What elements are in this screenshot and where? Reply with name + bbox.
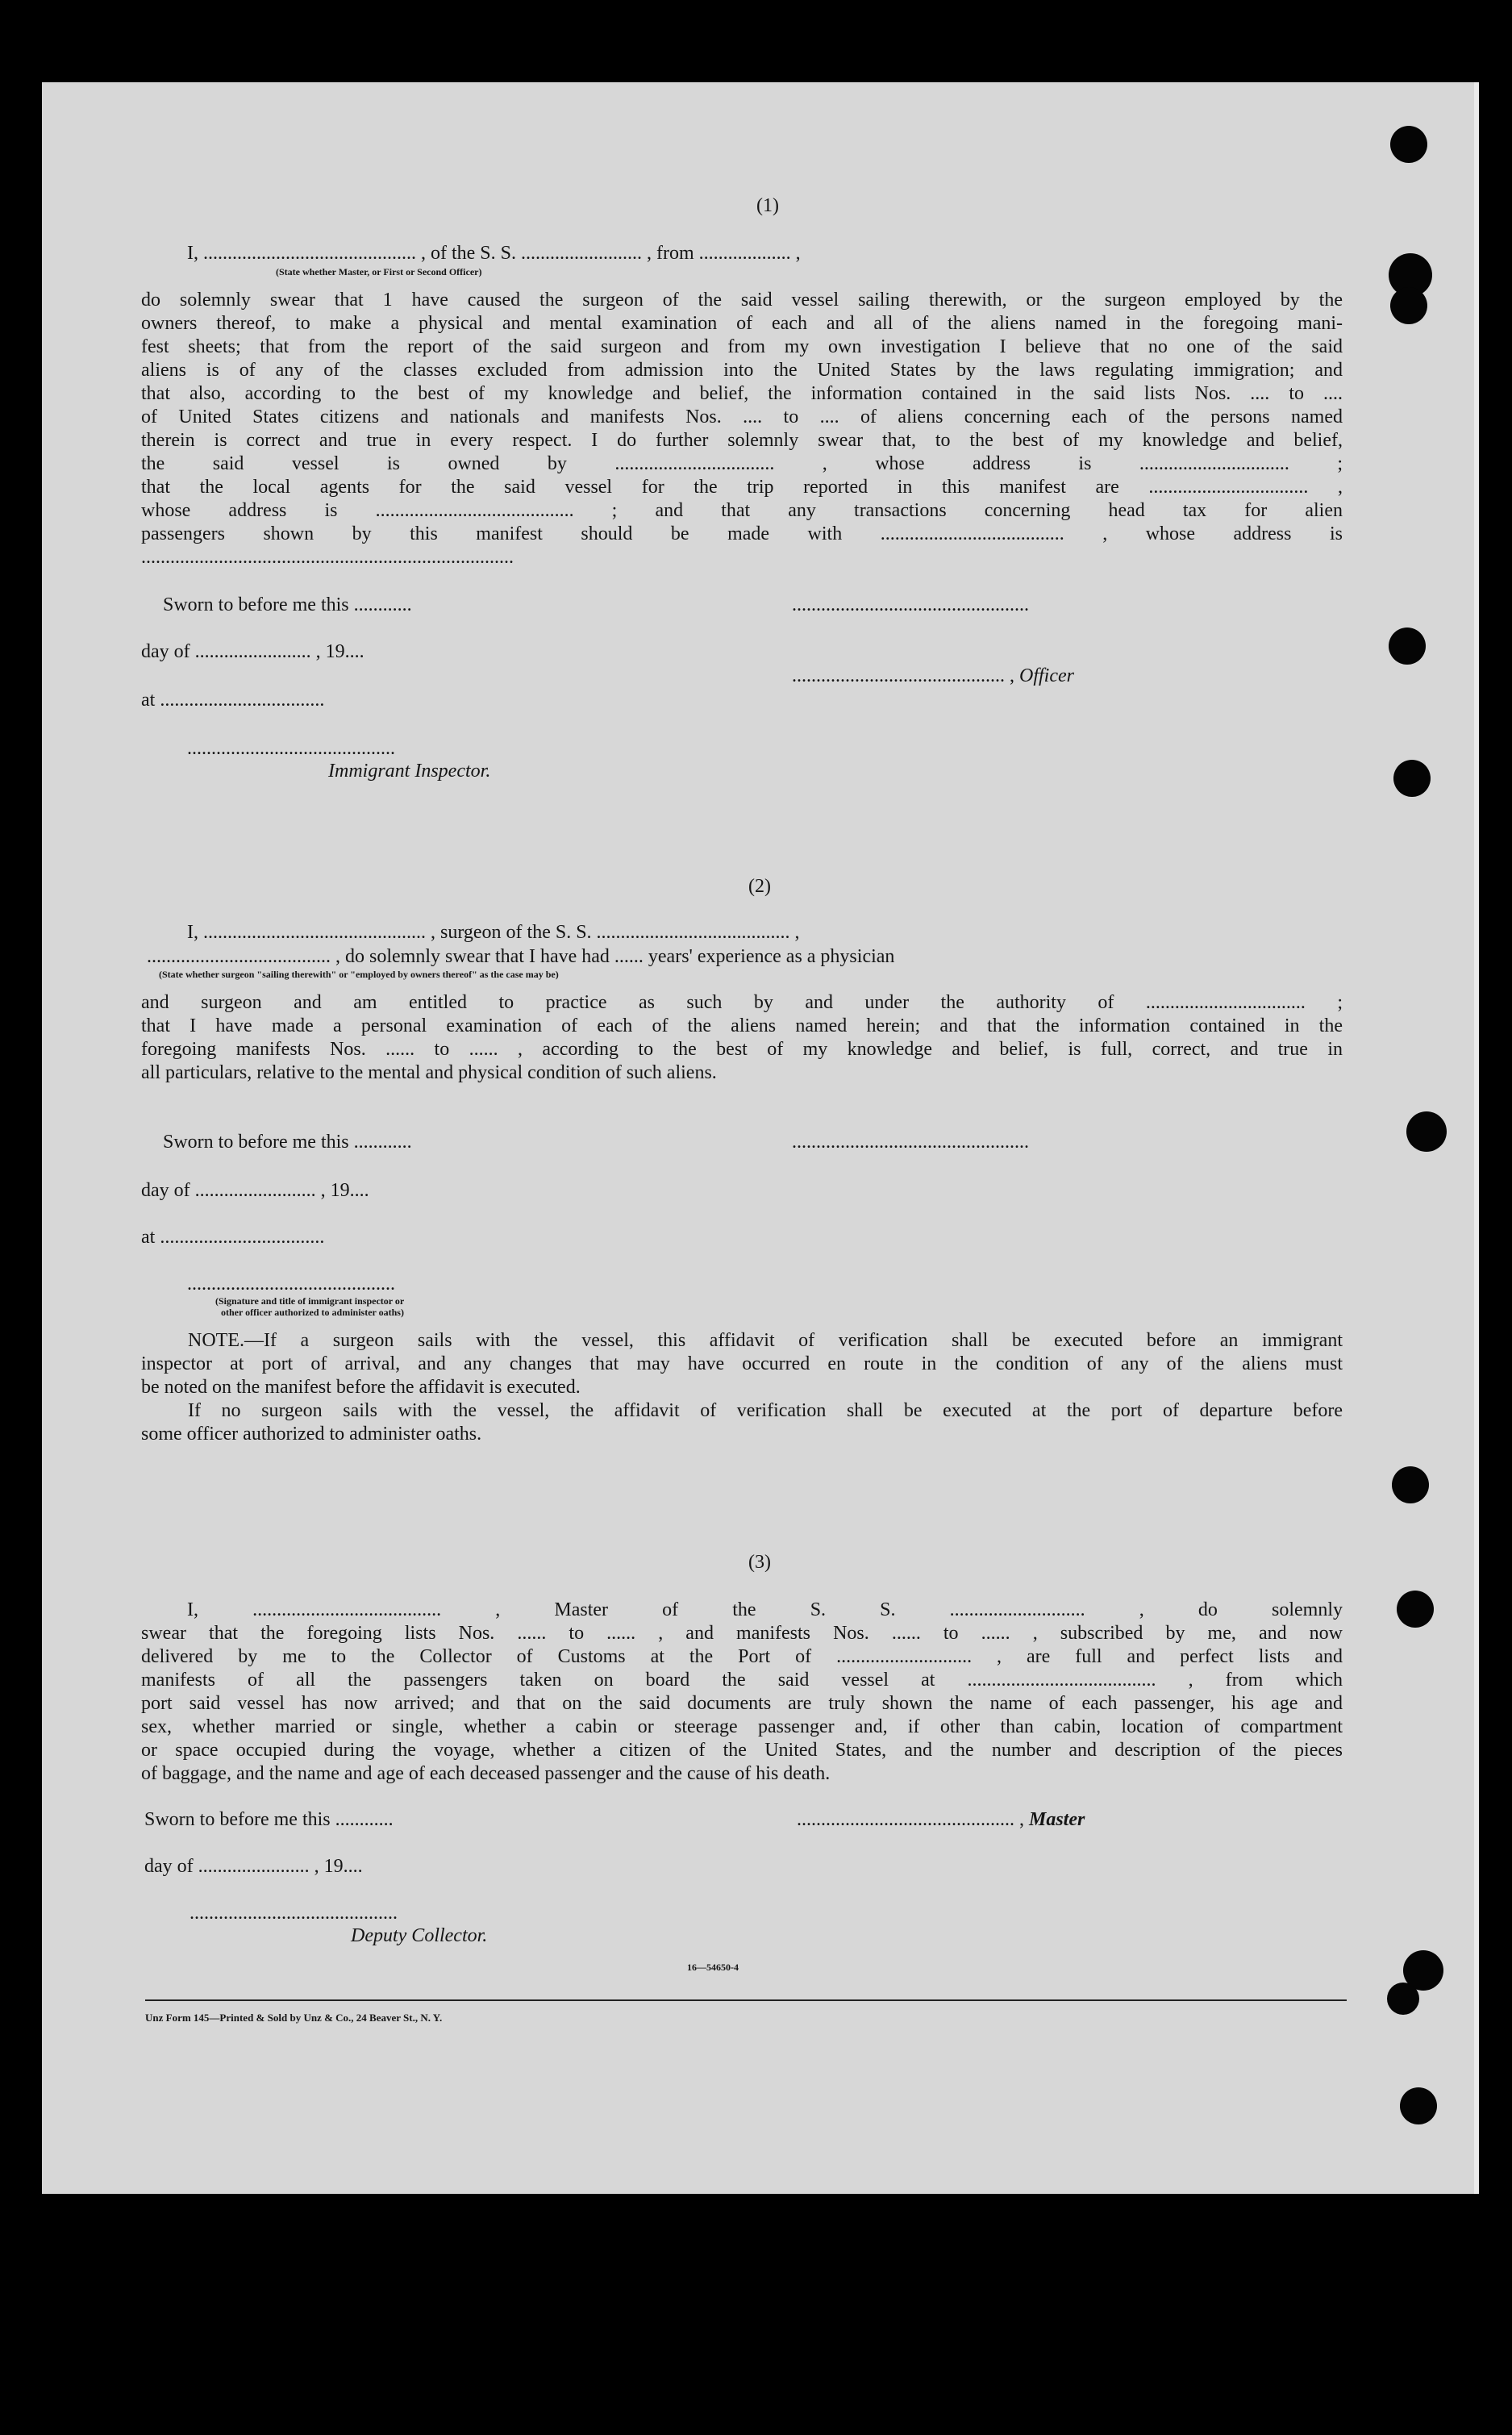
paragraph-line: inspector at port of arrival, and any changes that may have occurred en route in the condition of any of the aliens must bbox=[141, 1353, 1343, 1374]
paragraph-line: that also, according to the best of my knowledge and belief, the information contained in the said lists Nos. .... to .... bbox=[141, 383, 1343, 404]
paragraph-line: all particulars, relative to the mental and physical condition of such aliens. bbox=[141, 1062, 717, 1083]
paragraph-line: manifests of all the passengers taken on board the said vessel at ....................................... , from which bbox=[141, 1670, 1343, 1691]
paragraph-line: and surgeon and am entitled to practice as such by and under the authority of ................................. ; bbox=[141, 992, 1343, 1013]
section-number: (3) bbox=[748, 1552, 771, 1573]
paragraph-line: of baggage, and the name and age of each deceased passenger and the cause of his death. bbox=[141, 1763, 831, 1784]
paragraph-line: sex, whether married or single, whether a cabin or steerage passenger and, if other than cabin, location of compartment bbox=[141, 1716, 1343, 1737]
footer-rule bbox=[145, 1999, 1347, 2001]
officer-label: Officer bbox=[1019, 665, 1074, 686]
field-hint: (State whether Master, or First or Second Officer) bbox=[276, 266, 482, 277]
punch-hole bbox=[1397, 1591, 1434, 1628]
officer-line bbox=[792, 665, 1074, 688]
master-dots: ............................................. , bbox=[797, 1809, 1024, 1830]
paragraph-line: NOTE.—If a surgeon sails with the vessel, this affidavit of verification shall be executed before an immigrant bbox=[188, 1330, 1343, 1351]
collector-signature-line: ........................................... bbox=[190, 1903, 398, 1924]
sworn-line: Sworn to before me this ............ bbox=[163, 594, 412, 615]
punch-hole bbox=[1390, 287, 1427, 324]
paragraph-line: do solemnly swear that 1 have caused the surgeon of the said vessel sailing therewith, or the surgeon employed by the bbox=[141, 290, 1343, 311]
punch-hole bbox=[1387, 1983, 1419, 2015]
master-line: I, ....................................... , Master of the S. S. ............................ , do solemnly bbox=[187, 1599, 1343, 1620]
master-label: Master bbox=[1029, 1809, 1085, 1830]
form-code: 16—54650-4 bbox=[687, 1962, 739, 1973]
paragraph-line: fest sheets; that from the report of the said surgeon and from my own investigation I believe that no one of the said bbox=[141, 336, 1343, 357]
section-number: (2) bbox=[748, 876, 771, 897]
day-line: day of ......................... , 19.... bbox=[141, 1180, 369, 1201]
field-hint: (State whether surgeon "sailing therewith" or "employed by owners thereof" as the case may be) bbox=[159, 969, 559, 980]
sworn-line: Sworn to before me this ............ bbox=[144, 1809, 394, 1830]
at-line: at .................................. bbox=[141, 690, 325, 711]
paragraph-line: aliens is of any of the classes excluded from admission into the United States by the laws regulating immigration; and bbox=[141, 360, 1343, 381]
punch-hole bbox=[1389, 628, 1426, 665]
inspector-signature-line: ........................................... bbox=[187, 738, 395, 759]
paragraph-line: of United States citizens and nationals and manifests Nos. .... to .... of aliens concerning each of the persons named bbox=[141, 407, 1343, 427]
paragraph-line: If no surgeon sails with the vessel, the affidavit of verification shall be executed at the port of departure before bbox=[188, 1400, 1343, 1421]
surgeon-line: I, .............................................. , surgeon of the S. S. ........................................ , bbox=[187, 922, 800, 943]
collector-label: Deputy Collector. bbox=[351, 1925, 488, 1946]
signature-hint: (Signature and title of immigrant inspector or bbox=[215, 1295, 405, 1307]
day-line: day of ....................... , 19.... bbox=[144, 1856, 363, 1877]
officer-signature-line: ................................................. bbox=[792, 594, 1029, 615]
section-number: (1) bbox=[756, 195, 779, 216]
paragraph-line: passengers shown by this manifest should be made with ...................................... , whose address is bbox=[141, 523, 1343, 544]
surgeon-signature-line: ................................................. bbox=[792, 1132, 1029, 1153]
paragraph-line: owners thereof, to make a physical and mental examination of each and all of the aliens named in the foregoing mani- bbox=[141, 313, 1343, 334]
surgeon-line: ...................................... , do solemnly swear that I have had ...... years' experience as a physician bbox=[147, 946, 895, 967]
oath-line: I, ............................................ , of the S. S. ......................... , from ................... , bbox=[187, 243, 801, 264]
punch-hole bbox=[1393, 760, 1431, 797]
printer-credit: Unz Form 145—Printed & Sold by Unz & Co., 24 Beaver St., N. Y. bbox=[145, 2012, 443, 2024]
paragraph-line: whose address is ......................................... ; and that any transactions concerning head tax for alien bbox=[141, 500, 1343, 521]
paragraph-line: therein is correct and true in every respect. I do further solemnly swear that, to the best of my knowledge and belief, bbox=[141, 430, 1343, 451]
paragraph-line: be noted on the manifest before the affidavit is executed. bbox=[141, 1377, 581, 1398]
at-line: at .................................. bbox=[141, 1227, 325, 1248]
paragraph-line: the said vessel is owned by ................................. , whose address is ............................... ; bbox=[141, 453, 1343, 474]
punch-hole bbox=[1390, 126, 1427, 163]
sworn-line: Sworn to before me this ............ bbox=[163, 1132, 412, 1153]
inspector-label: Immigrant Inspector. bbox=[328, 761, 491, 782]
paragraph-line: or space occupied during the voyage, whether a citizen of the United States, and the number and description of the pieces bbox=[141, 1740, 1343, 1761]
paragraph-line: port said vessel has now arrived; and that on the said documents are truly shown the name of each passenger, his age and bbox=[141, 1693, 1343, 1714]
paragraph-line: ............................................................................. bbox=[141, 547, 514, 568]
paragraph-line: some officer authorized to administer oaths. bbox=[141, 1424, 482, 1445]
master-signature-line bbox=[797, 1808, 1085, 1832]
punch-hole bbox=[1392, 1466, 1429, 1503]
paragraph-line: delivered by me to the Collector of Customs at the Port of ............................ , are full and perfect lists and bbox=[141, 1646, 1343, 1667]
punch-hole bbox=[1406, 1111, 1447, 1152]
officer-dots: ............................................ , bbox=[792, 665, 1014, 686]
form-sheet bbox=[42, 82, 1479, 2194]
inspector-signature-line: ........................................... bbox=[187, 1274, 395, 1295]
day-line: day of ........................ , 19.... bbox=[141, 641, 364, 662]
paragraph-line: that I have made a personal examination of each of the aliens named herein; and that the information contained in the bbox=[141, 1015, 1343, 1036]
paragraph-line: that the local agents for the said vessel for the trip reported in this manifest are ................................. , bbox=[141, 477, 1343, 498]
paragraph-line: foregoing manifests Nos. ...... to ...... , according to the best of my knowledge and belief, is full, correct, and true in bbox=[141, 1039, 1343, 1060]
punch-hole bbox=[1400, 2087, 1437, 2124]
signature-hint: other officer authorized to administer oaths) bbox=[221, 1307, 404, 1318]
paragraph-line: swear that the foregoing lists Nos. ...... to ...... , and manifests Nos. ...... to ...... , subscribed by me, and now bbox=[141, 1623, 1343, 1644]
